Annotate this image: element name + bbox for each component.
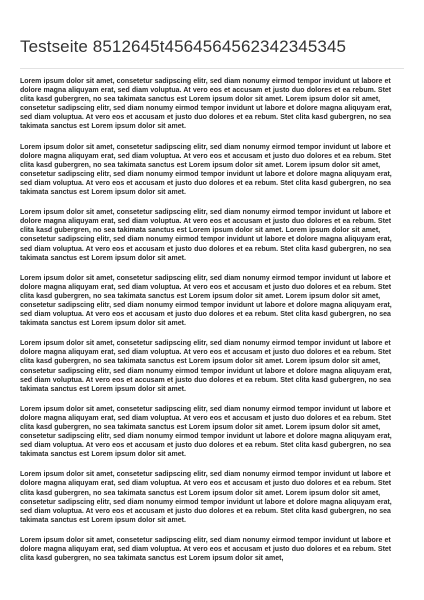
content-paragraph-5: Lorem ipsum dolor sit amet, consetetur sadipscing elitr, sed diam nonumy eirmod tempor invidunt ut labore et dolore magna aliquyam erat, sed diam voluptua. At vero eos et accusam et justo duo dolores et ea rebum. Stet clita kasd gubergren, no sea takimata sanctus est Lorem ipsum dolor sit amet. Lorem ipsum dolor sit amet, consetetur sadipscing elitr, sed diam nonumy eirmod tempor invidunt ut labore et dolore magna aliquyam erat, sed diam voluptua. At vero eos et accusam et justo duo dolores et ea rebum. Stet clita kasd gubergren, no sea takimata sanctus est Lorem ipsum dolor sit amet. [20, 340, 392, 393]
content-paragraph-2: Lorem ipsum dolor sit amet, consetetur sadipscing elitr, sed diam nonumy eirmod tempor invidunt ut labore et dolore magna aliquyam erat, sed diam voluptua. At vero eos et accusam et justo duo dolores et ea rebum. Stet clita kasd gubergren, no sea takimata sanctus est Lorem ipsum dolor sit amet. Lorem ipsum dolor sit amet, consetetur sadipscing elitr, sed diam nonumy eirmod tempor invidunt ut labore et dolore magna aliquyam erat, sed diam voluptua. At vero eos et accusam et justo duo dolores et ea rebum. Stet clita kasd gubergren, no sea takimata sanctus est Lorem ipsum dolor sit amet. [20, 143, 392, 197]
content-paragraph-4: Lorem ipsum dolor sit amet, consetetur sadipscing elitr, sed diam nonumy eirmod tempor invidunt ut labore et dolore magna aliquyam erat, sed diam voluptua. At vero eos et accusam et justo duo dolores et ea rebum. Stet clita kasd gubergren, no sea takimata sanctus est Lorem ipsum dolor sit amet. Lorem ipsum dolor sit amet, consetetur sadipscing elitr, sed diam nonumy eirmod tempor invidunt ut labore et dolore magna aliquyam erat, sed diam voluptua. At vero eos et accusam et justo duo dolores et ea rebum. Stet clita kasd gubergren, no sea takimata sanctus est Lorem ipsum dolor sit amet. [20, 274, 392, 328]
page-content [20, 77, 404, 563]
content-paragraph-7: Lorem ipsum dolor sit amet, consetetur sadipscing elitr, sed diam nonumy eirmod tempor invidunt ut labore et dolore magna aliquyam erat, sed diam voluptua. At vero eos et accusam et justo duo dolores et ea rebum. Stet clita kasd gubergren, no sea takimata sanctus est Lorem ipsum dolor sit amet. Lorem ipsum dolor sit amet, consetetur sadipscing elitr, sed diam nonumy eirmod tempor invidunt ut labore et dolore magna aliquyam erat, sed diam voluptua. At vero eos et accusam et justo duo dolores et ea rebum. Stet clita kasd gubergren, no sea takimata sanctus est Lorem ipsum dolor sit amet. [20, 471, 392, 524]
content-paragraph-1: Lorem ipsum dolor sit amet, consetetur sadipscing elitr, sed diam nonumy eirmod tempor invidunt ut labore et dolore magna aliquyam erat, sed diam voluptua. At vero eos et accusam et justo duo dolores et ea rebum. Stet clita kasd gubergren, no sea takimata sanctus est Lorem ipsum dolor sit amet. Lorem ipsum dolor sit amet, consetetur sadipscing elitr, sed diam nonumy eirmod tempor invidunt ut labore et dolore magna aliquyam erat, sed diam voluptua. At vero eos et accusam et justo duo dolores et ea rebum. Stet clita kasd gubergren, no sea takimata sanctus est Lorem ipsum dolor sit amet. [20, 78, 392, 131]
content-paragraph-8: Lorem ipsum dolor sit amet, consetetur sadipscing elitr, sed diam nonumy eirmod tempor invidunt ut labore et dolore magna aliquyam erat, sed diam voluptua. At vero eos et accusam et justo duo dolores et ea rebum. Stet clita kasd gubergren, no sea takimata sanctus est Lorem ipsum dolor sit amet, [20, 536, 392, 563]
content-paragraph-3: Lorem ipsum dolor sit amet, consetetur sadipscing elitr, sed diam nonumy eirmod tempor invidunt ut labore et dolore magna aliquyam erat, sed diam voluptua. At vero eos et accusam et justo duo dolores et ea rebum. Stet clita kasd gubergren, no sea takimata sanctus est Lorem ipsum dolor sit amet. Lorem ipsum dolor sit amet, consetetur sadipscing elitr, sed diam nonumy eirmod tempor invidunt ut labore et dolore magna aliquyam erat, sed diam voluptua. At vero eos et accusam et justo duo dolores et ea rebum. Stet clita kasd gubergren, no sea takimata sanctus est Lorem ipsum dolor sit amet. [20, 209, 392, 262]
content-paragraph-6: Lorem ipsum dolor sit amet, consetetur sadipscing elitr, sed diam nonumy eirmod tempor invidunt ut labore et dolore magna aliquyam erat, sed diam voluptua. At vero eos et accusam et justo duo dolores et ea rebum. Stet clita kasd gubergren, no sea takimata sanctus est Lorem ipsum dolor sit amet. Lorem ipsum dolor sit amet, consetetur sadipscing elitr, sed diam nonumy eirmod tempor invidunt ut labore et dolore magna aliquyam erat, sed diam voluptua. At vero eos et accusam et justo duo dolores et ea rebum. Stet clita kasd gubergren, no sea takimata sanctus est Lorem ipsum dolor sit amet. [20, 405, 392, 459]
title-divider [20, 68, 404, 69]
page-title: Testseite 8512645t4564564562342345345 [20, 37, 347, 56]
